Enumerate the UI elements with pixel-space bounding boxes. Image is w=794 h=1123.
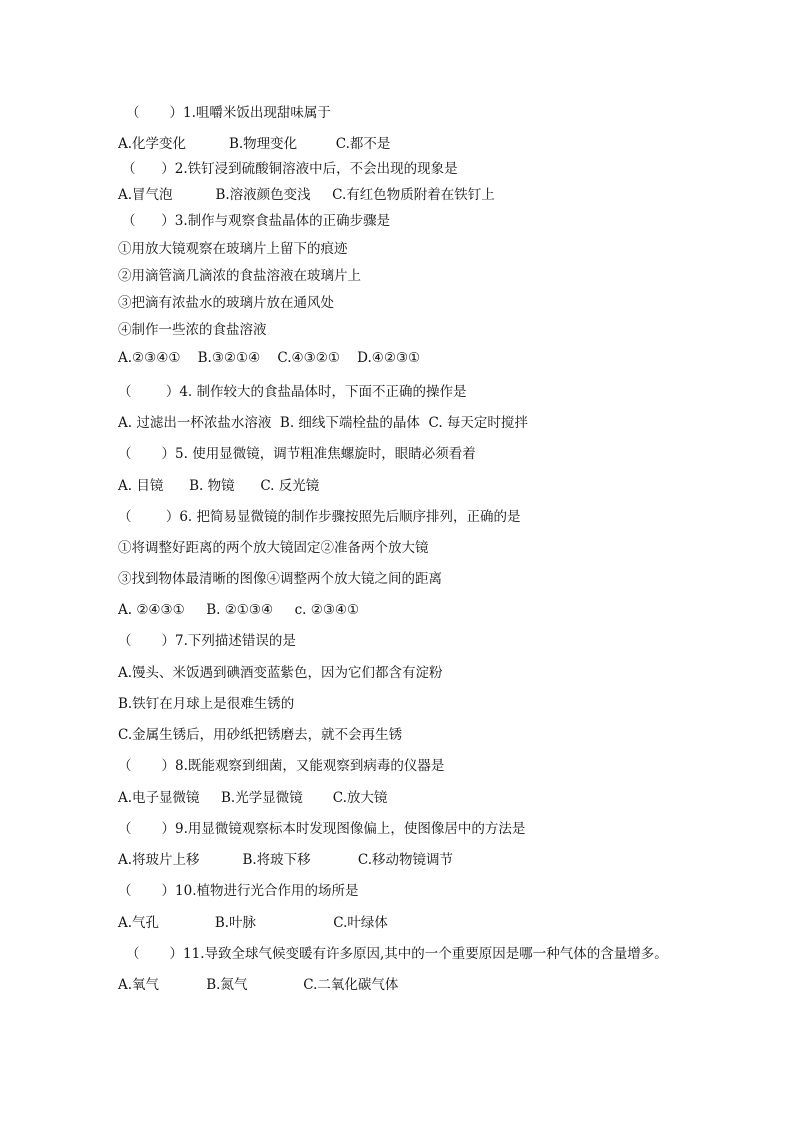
options-6: A. ②④③① B. ②①③④ c. ②③④①: [118, 602, 360, 618]
question-11: （ ）11.导致全球气候变暖有许多原因,其中的一个重要原因是哪一种气体的含量增多。: [126, 946, 668, 962]
step-1: ①用放大镜观察在玻璃片上留下的痕迹: [118, 241, 348, 257]
option-7a: A.馒头、米饭遇到碘酒变蓝紫色，因为它们都含有淀粉: [118, 665, 443, 681]
options-10: A.气孔 B.叶脉 C.叶绿体: [118, 915, 388, 931]
question-4: （ ）4. 制作较大的食盐晶体时，下面不正确的操作是: [118, 384, 467, 400]
question-9: （ ）9.用显微镜观察标本时发现图像偏上，使图像居中的方法是: [118, 821, 526, 837]
step-6a: ①将调整好距离的两个放大镜固定②准备两个放大镜: [118, 540, 429, 556]
options-8: A.电子显微镜 B.光学显微镜 C.放大镜: [118, 790, 388, 806]
question-8: （ ）8.既能观察到细菌，又能观察到病毒的仪器是: [118, 758, 445, 774]
step-2: ②用滴管滴几滴浓的食盐溶液在玻璃片上: [118, 268, 361, 284]
question-1: （ ）1.咀嚼米饭出现甜味属于: [126, 105, 331, 121]
options-4: A. 过滤出一杯浓盐水溶液 B. 细线下端栓盐的晶体 C. 每天定时搅拌: [118, 415, 528, 431]
option-7b: B.铁钉在月球上是很难生锈的: [118, 696, 295, 712]
question-10: （ ）10.植物进行光合作用的场所是: [118, 883, 359, 899]
option-7c: C.金属生锈后，用砂纸把锈磨去，就不会再生锈: [118, 727, 403, 743]
question-6: （ ）6. 把简易显微镜的制作步骤按照先后顺序排列，正确的是: [118, 509, 521, 525]
question-2: （ ）2.铁钉浸到硫酸铜溶液中后，不会出现的现象是: [122, 161, 458, 177]
options-9: A.将玻片上移 B.将玻下移 C.移动物镜调节: [118, 852, 454, 868]
step-3: ③把滴有浓盐水的玻璃片放在通风处: [118, 295, 334, 311]
step-6b: ③找到物体最清晰的图像④调整两个放大镜之间的距离: [118, 571, 442, 587]
question-5: （ ）5. 使用显微镜，调节粗准焦螺旋时，眼睛必须看着: [118, 446, 476, 462]
options-11: A.氧气 B.氮气 C.二氧化碳气体: [118, 977, 399, 993]
question-3: （ ）3.制作与观察食盐晶体的正确步骤是: [122, 213, 391, 229]
question-7: （ ）7.下列描述错误的是: [118, 633, 296, 649]
step-4: ④制作一些浓的食盐溶液: [118, 322, 267, 338]
options-2: A.冒气泡 B.溶液颜色变浅 C.有红色物质附着在铁钉上: [118, 187, 495, 203]
options-1: A.化学变化 B.物理变化 C.都不是: [118, 136, 391, 152]
options-3: A.②③④① B.③②①④ C.④③②① D.④②③①: [118, 350, 421, 366]
options-5: A. 目镜 B. 物镜 C. 反光镜: [118, 478, 320, 494]
